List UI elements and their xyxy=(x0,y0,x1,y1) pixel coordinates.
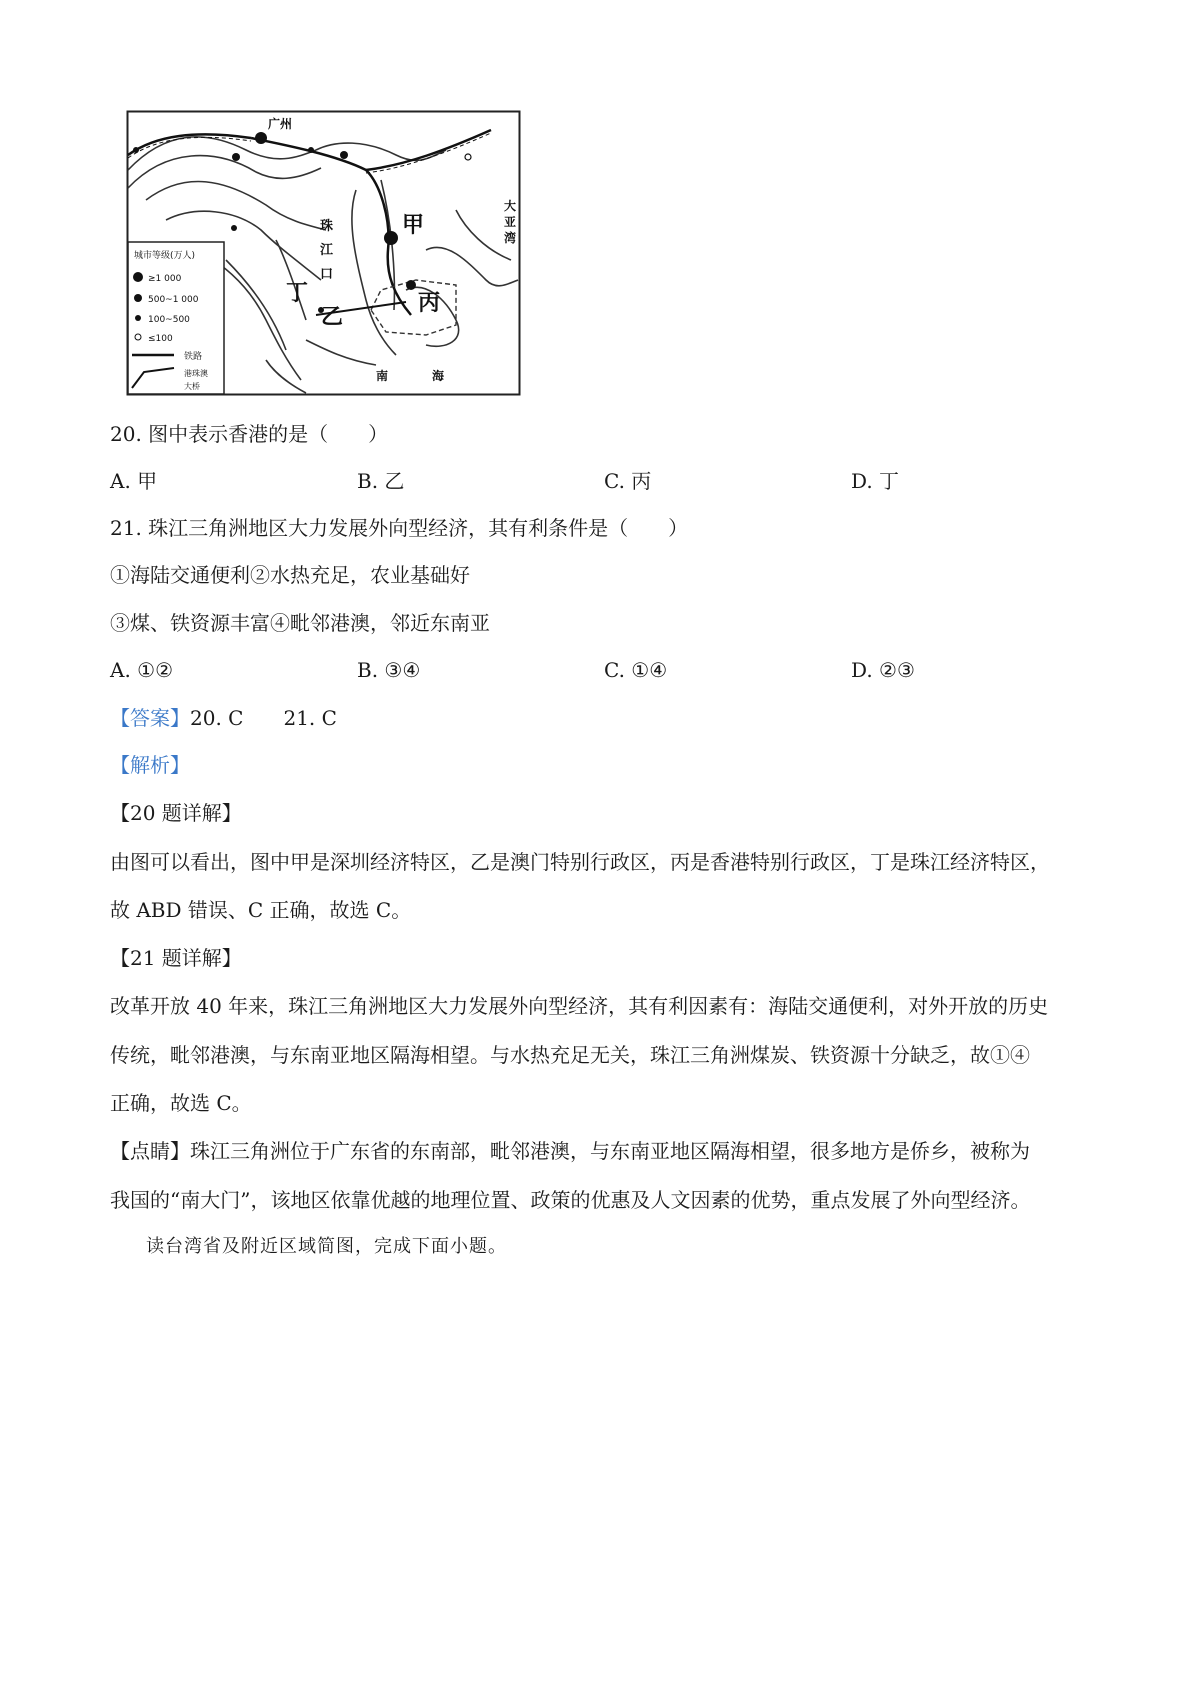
legend-railway: 铁路 xyxy=(184,352,203,362)
detail21-heading: 【21 题详解】 xyxy=(110,946,242,970)
map-label-ding: 丁 xyxy=(286,281,309,306)
map-label-jia: 甲 xyxy=(402,213,425,238)
map-label-nanhai-2: 海 xyxy=(432,369,445,383)
q21-option-a: A. ①② xyxy=(110,658,174,682)
map-label-nanhai-1: 南 xyxy=(376,369,389,383)
map-label-zhujiangkou-2: 江 xyxy=(320,243,334,258)
q21-option-c: C. ①④ xyxy=(604,658,668,682)
legend-item-4: ≤100 xyxy=(148,334,173,344)
legend-item-2: 500~1 000 xyxy=(148,295,199,305)
detail20-heading: 【20 题详解】 xyxy=(110,801,242,825)
map-label-zhujiangkou-1: 珠 xyxy=(320,219,334,234)
q20-stem: 20. 图中表示香港的是（ ） xyxy=(110,422,389,446)
map-label-yi: 乙 xyxy=(321,305,344,330)
legend-item-3: 100~500 xyxy=(148,315,190,325)
map-label-zhujiangkou-3: 口 xyxy=(320,267,334,282)
legend-bridge-2: 大桥 xyxy=(184,382,200,391)
analysis-label: 【解析】 xyxy=(110,753,190,777)
q21-option-d: D. ②③ xyxy=(851,658,915,682)
legend-bridge-1: 港珠澳 xyxy=(184,369,208,378)
map-label-bing: 丙 xyxy=(418,291,441,316)
q20-option-a: A. 甲 xyxy=(110,469,158,493)
tip-line-1: 【点睛】珠江三角洲位于广东省的东南部，毗邻港澳，与东南亚地区隔海相望，很多地方是侨乡，被称为 xyxy=(110,1139,1030,1163)
detail21-line-1: 改革开放 40 年来，珠江三角洲地区大力发展外向型经济，其有利因素有：海陆交通便利，对外开放的历史 xyxy=(110,994,1049,1018)
detail20-line-2: 故 ABD 错误、C 正确，故选 C。 xyxy=(110,898,412,922)
q21-items-line-1: ①海陆交通便利②水热充足，农业基础好 xyxy=(110,563,470,587)
answer-value: 20. C 21. C xyxy=(190,706,337,730)
q20-option-b: B. 乙 xyxy=(357,469,405,493)
next-question-intro: 读台湾省及附近区域简图，完成下面小题。 xyxy=(146,1236,507,1257)
q20-option-c: C. 丙 xyxy=(604,469,652,493)
answer-label: 【答案】 xyxy=(110,706,190,730)
detail21-line-3: 正确，故选 C。 xyxy=(110,1091,252,1115)
map-label-dayawan-2: 亚 xyxy=(504,215,517,229)
map-label-guangzhou: 广州 xyxy=(268,117,293,131)
legend-item-1: ≥1 000 xyxy=(148,274,182,284)
detail21-line-2: 传统，毗邻港澳，与东南亚地区隔海相望。与水热充足无关，珠江三角洲煤炭、铁资源十分缺乏，故①④ xyxy=(110,1043,1030,1067)
legend-title: 城市等级(万人) xyxy=(134,251,196,261)
map-legend xyxy=(128,242,224,394)
q21-items-line-2: ③煤、铁资源丰富④毗邻港澳，邻近东南亚 xyxy=(110,611,490,635)
q20-option-d: D. 丁 xyxy=(851,469,900,493)
map-label-dayawan-1: 大 xyxy=(504,199,517,213)
pearl-river-delta-map xyxy=(126,110,521,396)
q21-stem: 21. 珠江三角洲地区大力发展外向型经济，其有利条件是（ ） xyxy=(110,516,689,540)
tip-line-2: 我国的“南大门”，该地区依靠优越的地理位置、政策的优惠及人文因素的优势，重点发展了外向型经济。 xyxy=(110,1188,1031,1212)
answer-line xyxy=(110,704,337,732)
q21-option-b: B. ③④ xyxy=(357,658,421,682)
detail20-line-1: 由图可以看出，图中甲是深圳经济特区，乙是澳门特别行政区，丙是香港特别行政区，丁是珠江经济特区， xyxy=(110,850,1050,874)
map-label-dayawan-3: 湾 xyxy=(504,231,517,245)
